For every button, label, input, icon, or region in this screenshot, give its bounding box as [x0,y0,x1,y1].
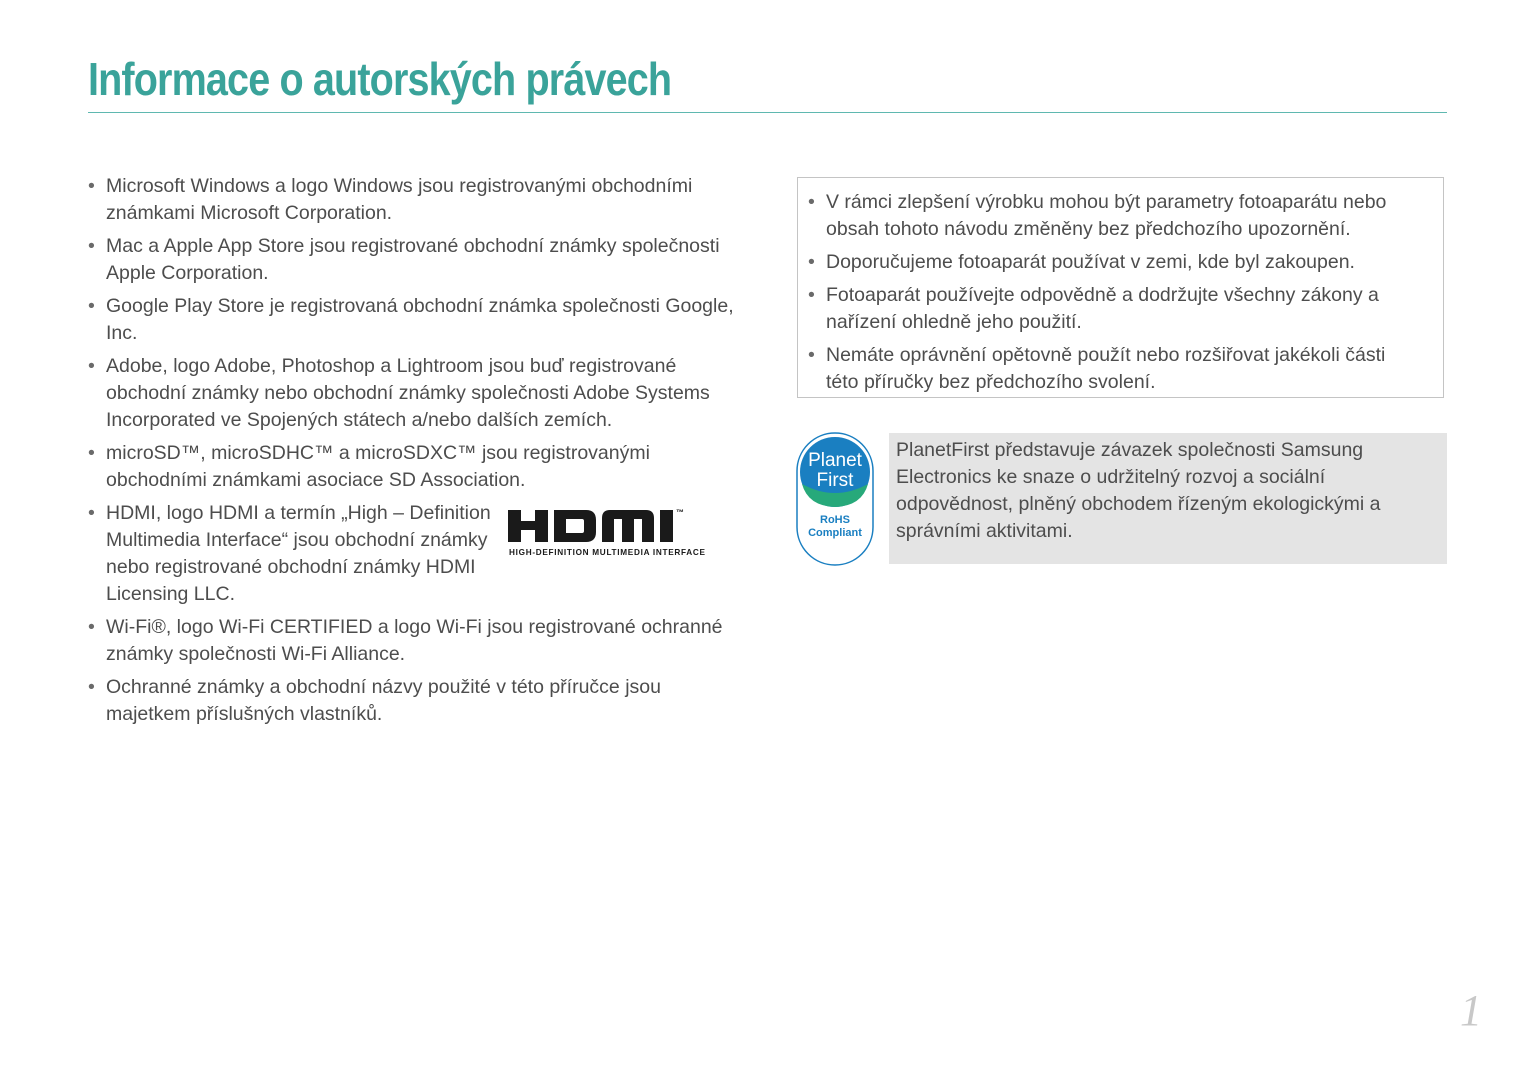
planet-logo-line3: RoHS [820,514,850,526]
hdmi-trademark-text: • HDMI, logo HDMI a termín „High – Definition Multimedia Interface“ jsou obchodní známky nebo registrované obchodní známky HDMI Licensing LLC. [106,502,491,605]
trademark-list [88,173,738,728]
list-item: • Doporučujeme fotoaparát používat v zemi, kde byl zakoupen. [808,249,1423,276]
list-item: • Fotoaparát používejte odpovědně a dodržujte všechny zákony a nařízení ohledně jeho použití. [808,282,1423,336]
list-item: • Adobe, logo Adobe, Photoshop a Lightroom jsou buď registrované obchodní známky nebo obchodní známky společnosti Adobe Systems Incorporated ve Spojených státech a/nebo dalších zemích. [88,353,738,434]
hdmi-tm-mark: ™ [676,508,684,517]
title-divider [88,112,1447,113]
list-item: • Mac a Apple App Store jsou registrované obchodní známky společnosti Apple Corporation. [88,233,738,287]
hdmi-logo [508,506,724,558]
list-item-hdmi [88,500,738,608]
list-item: • Nemáte oprávnění opětovně použít nebo rozšiřovat jakékoli části této příručky bez předchozího svolení. [808,342,1423,396]
planet-first-logo [796,432,874,566]
page-title: Informace o autorských právech [88,53,672,105]
planet-logo-line4: Compliant [808,527,862,539]
list-item: • Ochranné známky a obchodní názvy použité v této příručce jsou majetkem příslušných vlastníků. [88,674,738,728]
list-item: • V rámci zlepšení výrobku mohou být parametry fotoaparátu nebo obsah tohoto návodu změněny bez předchozího upozornění. [808,189,1423,243]
hdmi-tagline: HIGH-DEFINITION MULTIMEDIA INTERFACE [509,548,705,557]
notice-box [797,177,1444,398]
trademark-list-column [88,173,738,734]
planet-logo-line1: Planet [808,450,862,471]
list-item: • Wi-Fi®, logo Wi-Fi CERTIFIED a logo Wi-Fi jsou registrované ochranné známky společnosti Wi-Fi Alliance. [88,614,738,668]
page-number: 1 [1460,986,1482,1035]
list-item: • microSD™, microSDHC™ a microSDXC™ jsou registrovanými obchodními známkami asociace SD Association. [88,440,738,494]
notice-list [808,189,1423,396]
planet-logo-line2: First [816,470,854,491]
list-item: • Microsoft Windows a logo Windows jsou registrovanými obchodními známkami Microsoft Corporation. [88,173,738,227]
planet-first-description: PlanetFirst představuje závazek společnosti Samsung Electronics ke snaze o udržitelný rozvoj a sociální odpovědnost, plněný obchodem řízeným ekologickými a správními aktivitami. [889,433,1447,564]
list-item: • Google Play Store je registrovaná obchodní známka společnosti Google, Inc. [88,293,738,347]
